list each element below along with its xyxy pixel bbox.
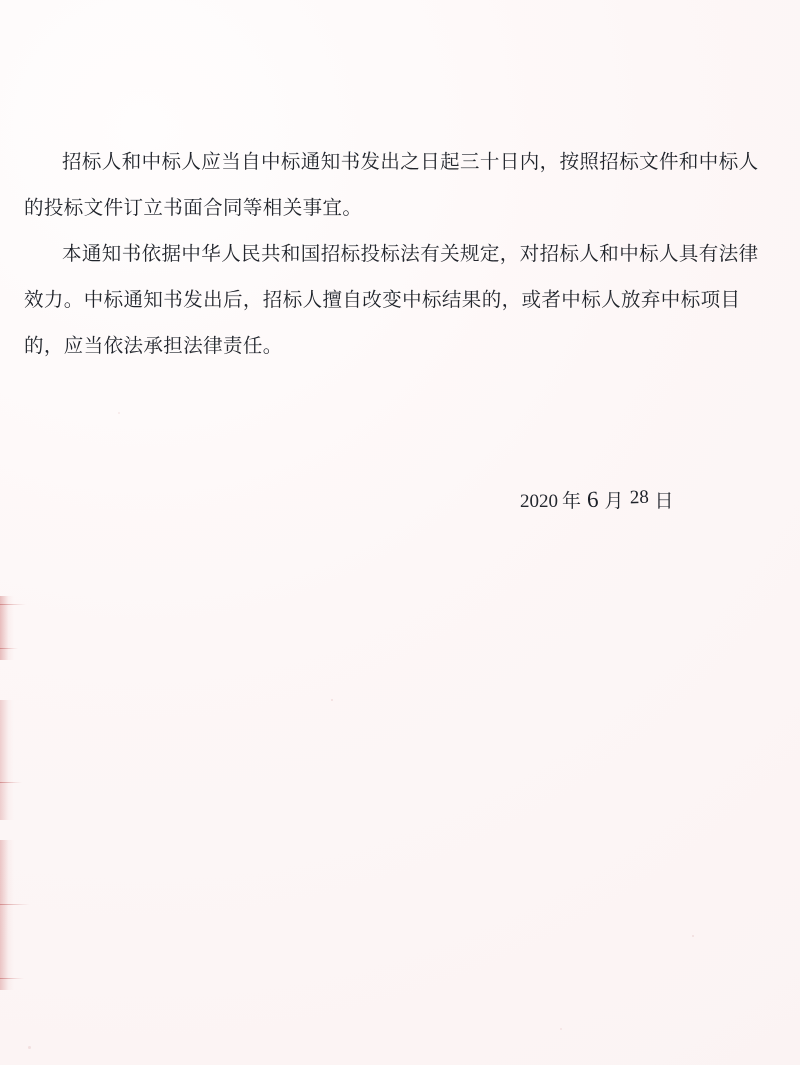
paragraph-legal-effect: 本通知书依据中华人民共和国招标投标法有关规定，对招标人和中标人具有法律效力。中标通知书发出后，招标人擅自改变中标结果的，或者中标人放弃中标项目的，应当依法承担法律责任。: [24, 244, 759, 357]
date-month-handwritten: 6: [586, 486, 600, 513]
date-year-unit: 年: [562, 491, 582, 512]
date-year: 2020: [520, 491, 558, 512]
date-day-unit: 日: [654, 491, 674, 512]
paragraph-contract-deadline: 招标人和中标人应当自中标通知书发出之日起三十日内，按照招标文件和中标人的投标文件订立书面合同等相关事宜。: [24, 152, 759, 219]
date-month-unit: 月: [604, 491, 624, 512]
issue-date-line: [520, 486, 678, 513]
date-day-handwritten: 28: [629, 486, 649, 509]
